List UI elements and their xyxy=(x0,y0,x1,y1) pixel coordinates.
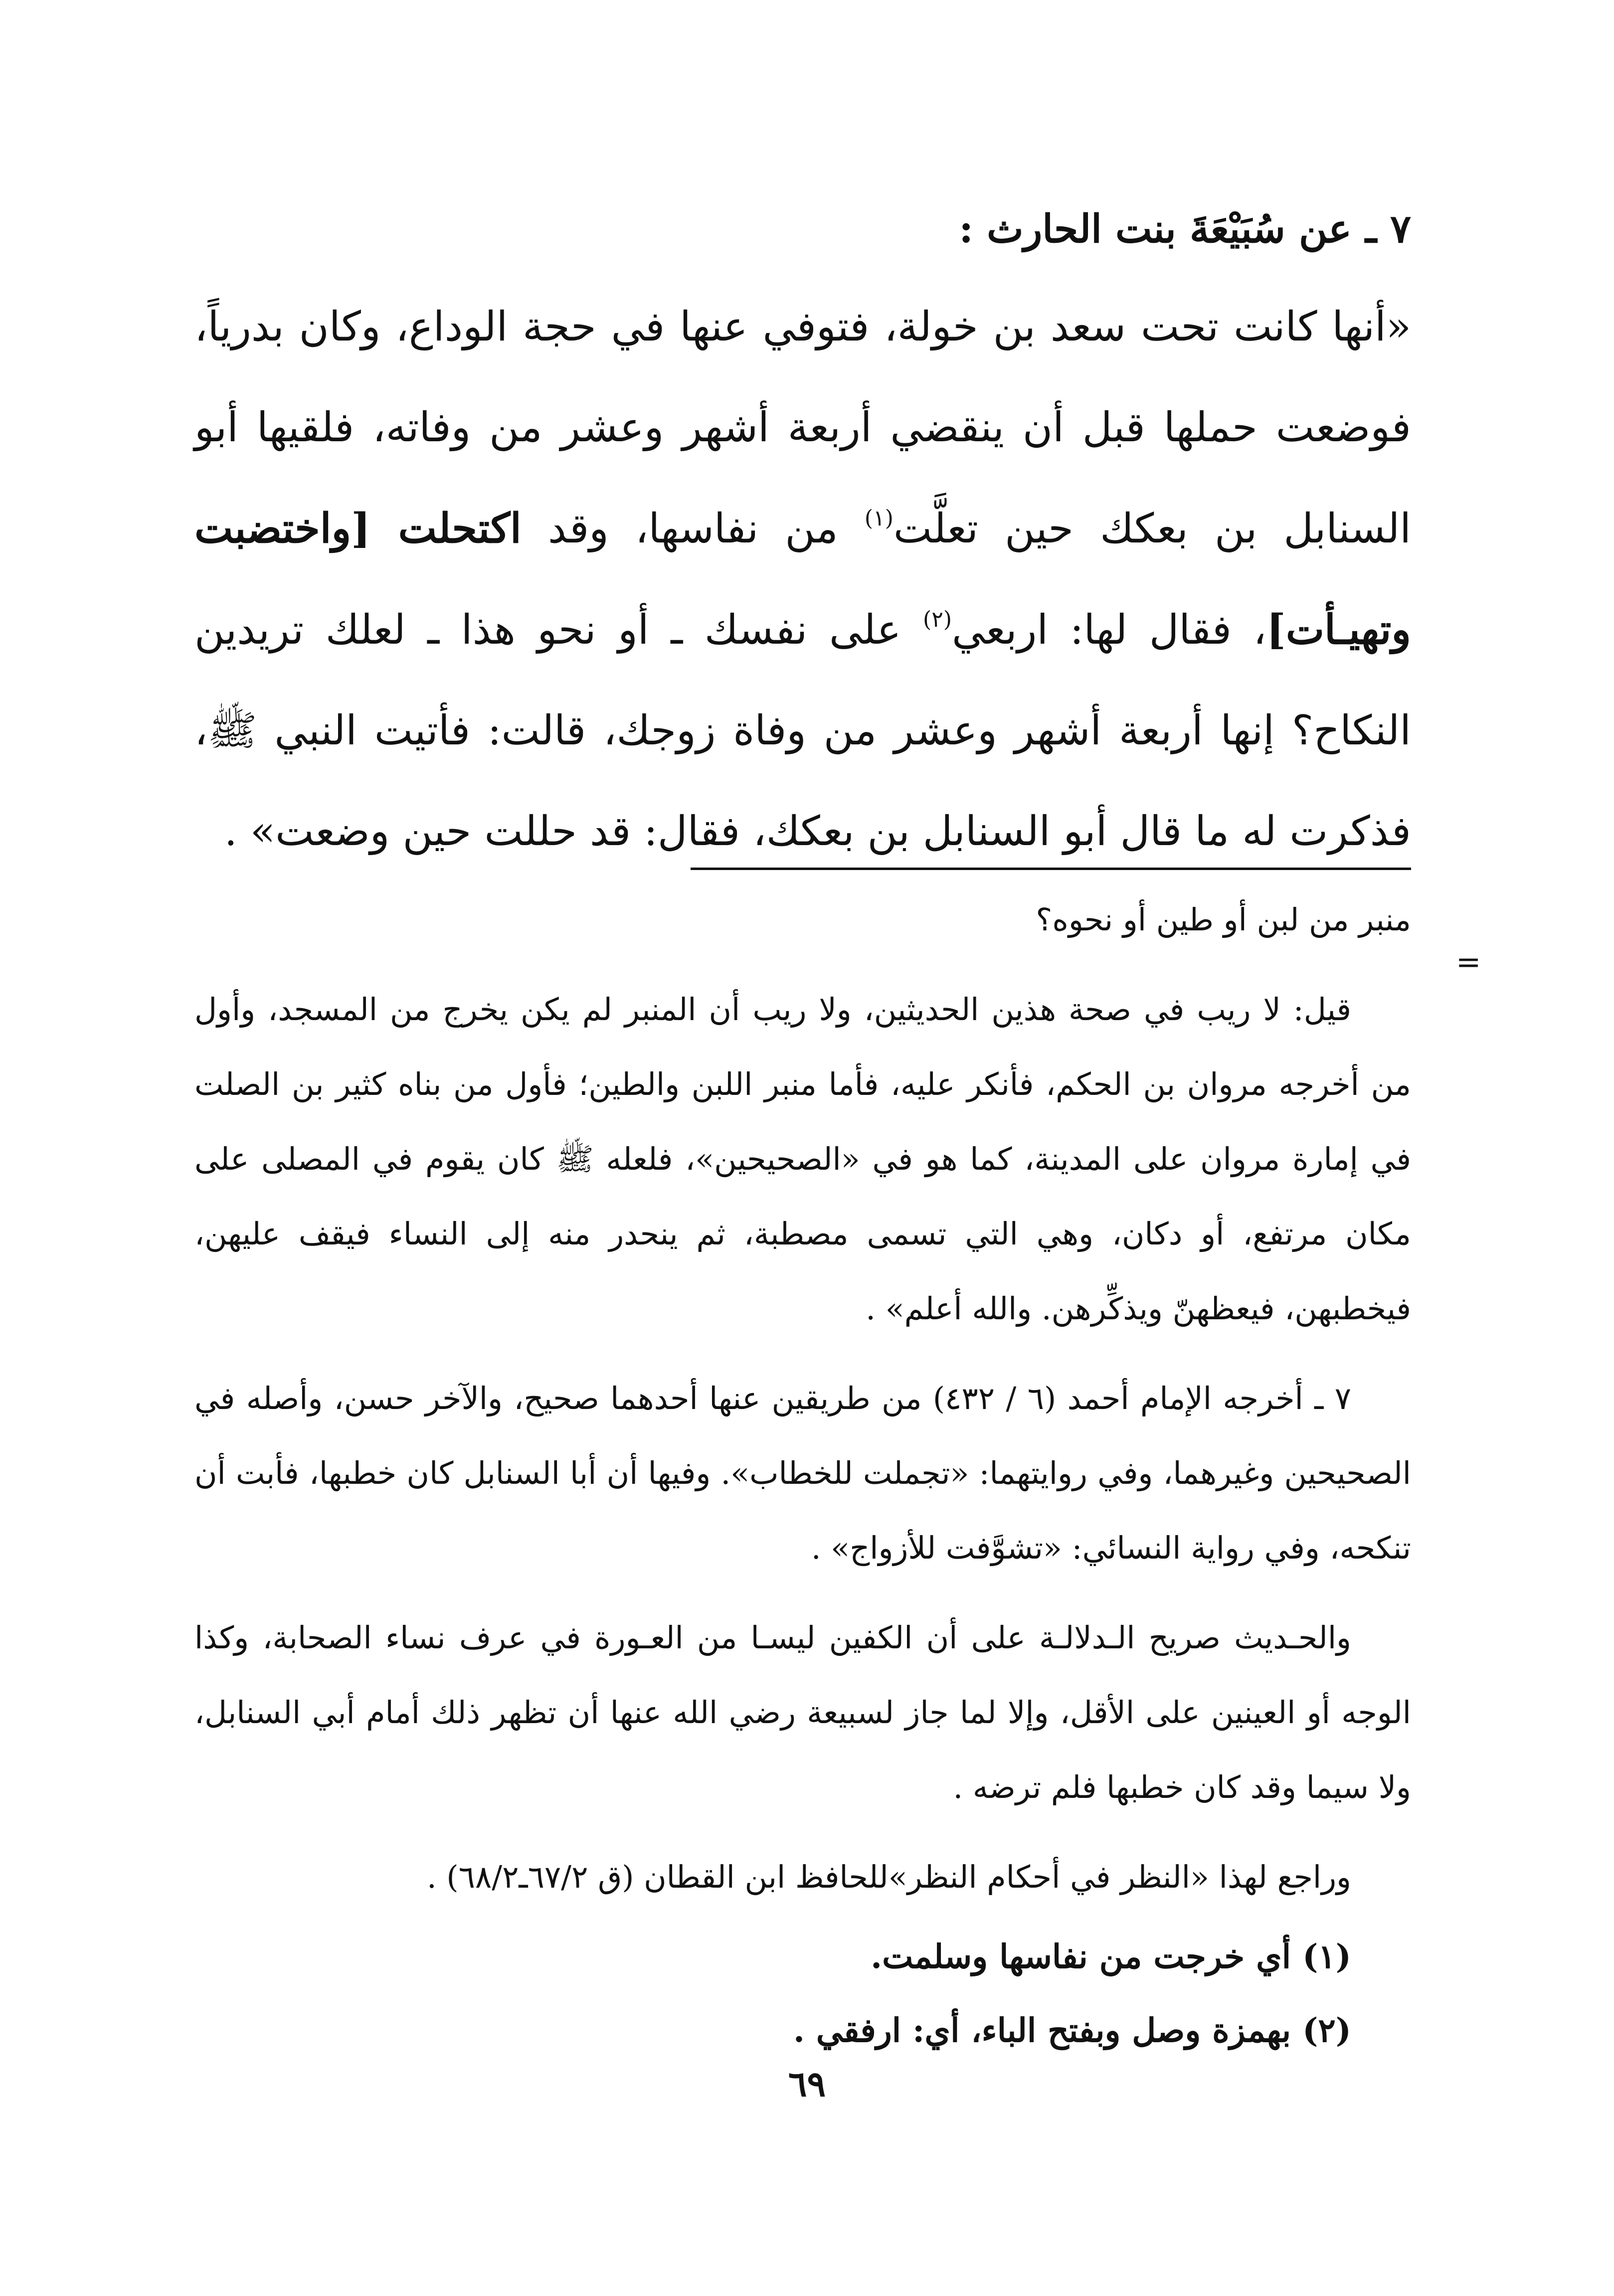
footnote-1: (١) أي خرجت من نفاسها وسلمت. xyxy=(871,1937,1351,1976)
page-number: ٦٩ xyxy=(788,2063,826,2105)
notes-section xyxy=(194,883,1411,2067)
footnote-1-marker[interactable]: (١) xyxy=(864,506,894,531)
hadith-text xyxy=(194,277,1411,882)
footnote-2-marker[interactable]: (٢) xyxy=(923,607,952,632)
footnote-separator xyxy=(691,868,1411,870)
hadith-heading: ٧ ـ عن سُبَيْعَةَ بنت الحارث : xyxy=(959,206,1411,252)
note-continuation-line: منبر من لبن أو طين أو نحوه؟ xyxy=(1036,901,1411,938)
note-takhrij: ٧ ـ أخرجه الإمام أحمد (٦ / ٤٣٢) من طريقين عنها أحدهما صحيح، والآخر حسن، وأصله في الصحيحين وغيرهما، وفي روايتهما: «تجملت للخطاب». وفيها أن أبا السنابل كان خطبها، فأبت أن تنكحه، وفي رواية النسائي: «تشوَّفت للأزواج» . xyxy=(194,1380,1411,1566)
footnote-2: (٢) بهمزة وصل وبفتح الباء، أي: ارفقي . xyxy=(793,2011,1351,2050)
note-continued-paragraph: قيل: لا ريب في صحة هذين الحديثين، ولا ريب أن المنبر لم يكن يخرج من المسجد، وأول من أخرجه مروان بن الحكم، فأنكر عليه، فأما منبر اللبن والطين؛ فأول من بناه كثير بن الصلت في إمارة مروان على المدينة، كما هو في «الصحيحين»، فلعله ﷺ كان يقوم في المصلى على مكان مرتفع، أو دكان، وهي التي تسمى مصطبة، ثم ينحدر منه إلى النساء فيقف عليهن، فيخطبهن، فيعظهنّ ويذكِّرهن. والله أعلم» . xyxy=(194,991,1411,1327)
hadith-bold-phrase: اكتحلت [واختضبت وتهيـأت] xyxy=(194,505,1411,654)
continuation-mark: = xyxy=(1456,945,1481,980)
note-reference: وراجع لهذا «النظر في أحكام النظر»للحافظ ابن القطان (ق ٦٧/٢ـ٦٨/٢) . xyxy=(427,1859,1351,1895)
hadith-text-part: على نفسك ـ أو نحو هذا ـ لعلك تريدين النكاح؟ إنها أربعة أشهر وعشر من وفاة زوجك، قالت: فأتيت النبي ﷺ، فذكرت له ما قال أبو السنابل بن بعكك، فقال: قد حللت حين وضعت» . xyxy=(194,606,1411,855)
hadith-text-part: ، فقال لها: اربعي xyxy=(952,606,1267,654)
hadith-section xyxy=(194,197,1411,882)
hadith-text-part: «أنها كانت تحت سعد بن خولة، فتوفي عنها في حجة الوداع، وكان بدرياً، فوضعت حملها قبل أن ينقضي أربعة أشهر وعشر من وفاته، فلقيها أبو السنابل بن بعكك حين تعلَّت xyxy=(194,303,1411,552)
note-comment: والحـديث صريح الـدلالـة على أن الكفين ليسـا من العـورة في عرف نساء الصحابة، وكذا الوجه أو العينين على الأقل، وإلا لما جاز لسبيعة رضي الله عنها أن تظهر ذلك أمام أبي السنابل، ولا سيما وقد كان خطبها فلم ترضه . xyxy=(194,1619,1411,1805)
hadith-text-part: من نفاسها، وقد xyxy=(521,505,865,552)
